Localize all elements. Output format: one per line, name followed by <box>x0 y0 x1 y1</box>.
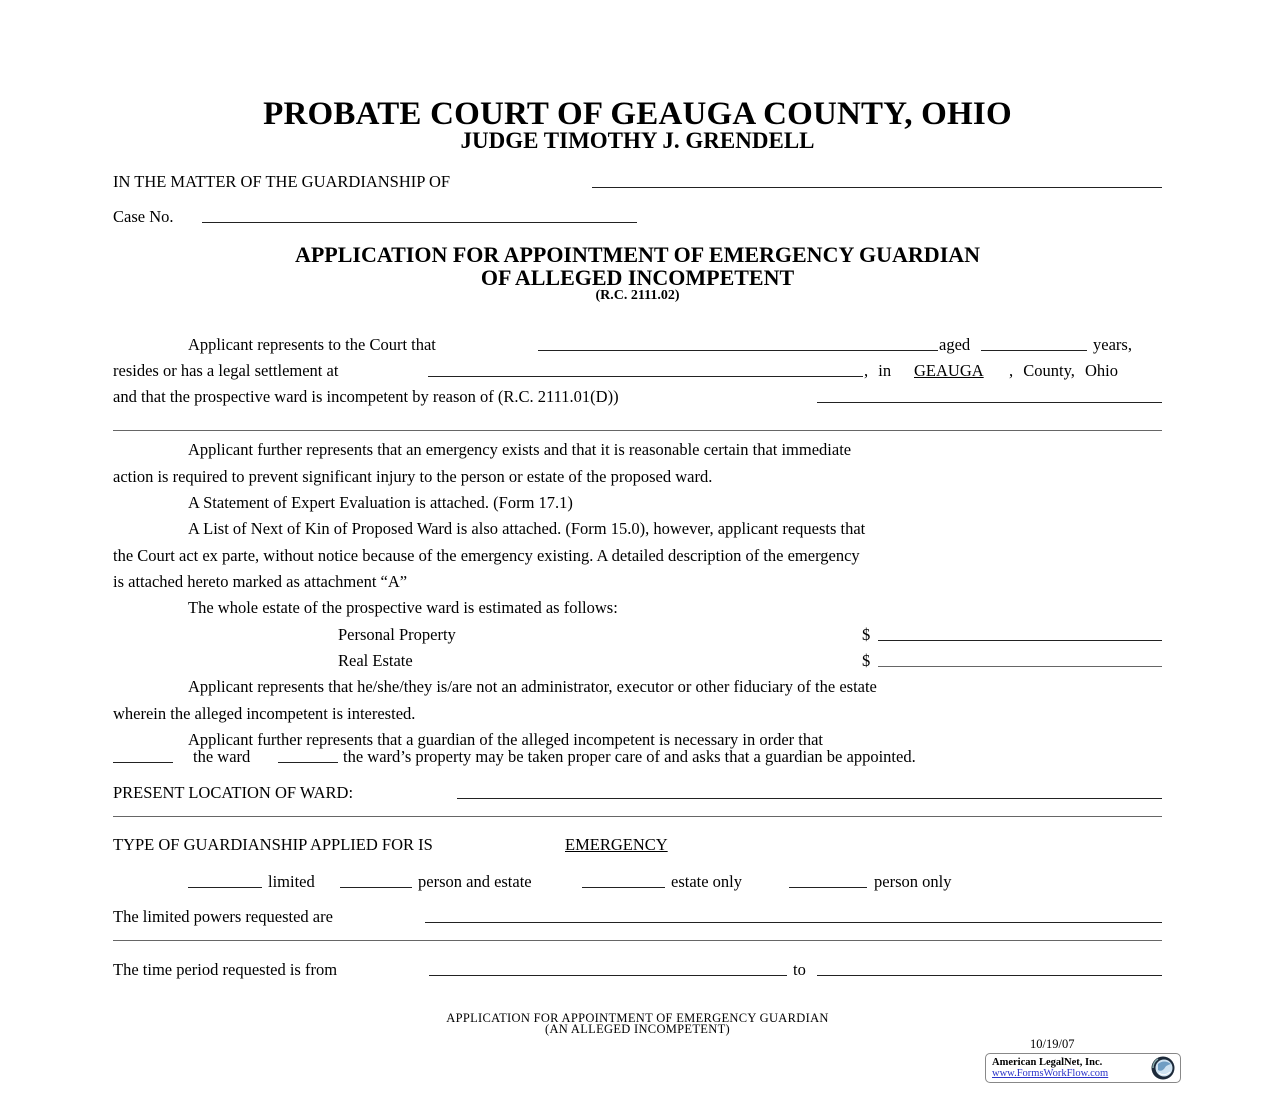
para2-line1: Applicant further represents that an emergency exists and that it is reasonable certain that immediate <box>188 440 852 459</box>
case-number-field[interactable] <box>202 222 637 223</box>
limited-powers-field[interactable] <box>425 922 1162 923</box>
para6-line1: Applicant further represents that a guardian of the alleged incompetent is necessary in order that <box>188 730 824 749</box>
in-label: , in <box>864 361 892 380</box>
type-value: EMERGENCY <box>565 835 668 854</box>
location-field-continued[interactable] <box>113 816 1162 817</box>
para2-line2: action is required to prevent significant injury to the person or estate of the proposed ward. <box>113 467 713 486</box>
personal-property-currency: $ <box>862 625 871 644</box>
statute-reference: (R.C. 2111.02) <box>595 288 680 303</box>
time-from-field[interactable] <box>429 975 787 976</box>
para5-line2: wherein the alleged incompetent is interested. <box>113 704 416 723</box>
age-field[interactable] <box>981 350 1087 351</box>
para1-prefix: Applicant represents to the Court that <box>188 335 436 354</box>
matter-field[interactable] <box>592 187 1162 188</box>
years-label: years, <box>1093 335 1132 354</box>
case-label: Case No. <box>113 207 174 226</box>
form-title-line1: APPLICATION FOR APPOINTMENT OF EMERGENCY GUARDIAN <box>294 242 981 267</box>
time-to-field[interactable] <box>817 975 1162 976</box>
time-period-label: The time period requested is from <box>113 960 338 979</box>
limited-powers-field-continued[interactable] <box>113 940 1162 941</box>
footer-title-line2: (AN ALLEGED INCOMPETENT) <box>545 1022 730 1036</box>
para5-line1: Applicant represents that he/she/they is/are not an administrator, executor or other fiduciary of the estate <box>188 677 877 696</box>
para4-line3: is attached hereto marked as attachment “A” <box>113 572 408 591</box>
judge-name: JUDGE TIMOTHY J. GRENDELL <box>460 128 815 153</box>
real-estate-field[interactable] <box>878 666 1162 667</box>
ward-property-blank-field[interactable] <box>278 762 338 763</box>
applicant-name-field[interactable] <box>538 350 938 351</box>
option-estate-only: estate only <box>671 872 743 891</box>
location-label: PRESENT LOCATION OF WARD: <box>113 783 354 802</box>
real-estate-label: Real Estate <box>338 651 413 670</box>
reason-field-continued[interactable] <box>113 430 1162 431</box>
para6-rest: the ward’s property may be taken proper care of and asks that a guardian be appointed. <box>343 747 916 766</box>
limited-powers-label: The limited powers requested are <box>113 907 333 926</box>
estate-only-blank[interactable] <box>582 887 665 888</box>
personal-property-field[interactable] <box>878 640 1162 641</box>
option-person-only: person only <box>874 872 952 891</box>
estate-intro: The whole estate of the prospective ward is estimated as follows: <box>188 598 618 617</box>
county-value: GEAUGA <box>914 361 984 380</box>
reason-field[interactable] <box>817 402 1162 403</box>
the-ward-label: the ward <box>193 747 251 766</box>
location-field[interactable] <box>457 798 1162 799</box>
person-and-estate-blank[interactable] <box>340 887 412 888</box>
ward-blank-field[interactable] <box>113 762 173 763</box>
limited-blank[interactable] <box>188 887 262 888</box>
aged-label: aged <box>939 335 971 354</box>
option-limited: limited <box>268 872 315 891</box>
personal-property-label: Personal Property <box>338 625 456 644</box>
matter-label: IN THE MATTER OF THE GUARDIANSHIP OF <box>113 172 451 191</box>
para3: A Statement of Expert Evaluation is attached. (Form 17.1) <box>188 493 573 512</box>
form-title-line2: OF ALLEGED INCOMPETENT <box>480 265 795 290</box>
form-revision-date: 10/19/07 <box>1030 1037 1075 1051</box>
resides-label: resides or has a legal settlement at <box>113 361 339 380</box>
time-to-label: to <box>793 960 806 979</box>
publisher-badge[interactable] <box>985 1053 1181 1083</box>
incompetent-label: and that the prospective ward is incompetent by reason of (R.C. 2111.01(D)) <box>113 387 619 406</box>
address-field[interactable] <box>428 376 863 377</box>
publisher-name: American LegalNet, Inc. <box>992 1057 1103 1068</box>
publisher-url-link[interactable]: www.FormsWorkFlow.com <box>992 1068 1109 1079</box>
type-label: TYPE OF GUARDIANSHIP APPLIED FOR IS <box>113 835 433 854</box>
option-person-and-estate: person and estate <box>418 872 532 891</box>
globe-logo-icon <box>1149 1055 1177 1081</box>
para4-line1: A List of Next of Kin of Proposed Ward is also attached. (Form 15.0), however, applicant requests that <box>188 519 866 538</box>
para4-line2: the Court act ex parte, without notice because of the emergency existing. A detailed description of the emergency <box>113 546 860 565</box>
real-estate-currency: $ <box>862 651 871 670</box>
footer-title-line1: APPLICATION FOR APPOINTMENT OF EMERGENCY GUARDIAN <box>446 1011 829 1025</box>
county-suffix: , County, Ohio <box>1009 361 1119 380</box>
court-title: PROBATE COURT OF GEAUGA COUNTY, OHIO <box>263 96 1012 132</box>
person-only-blank[interactable] <box>789 887 867 888</box>
